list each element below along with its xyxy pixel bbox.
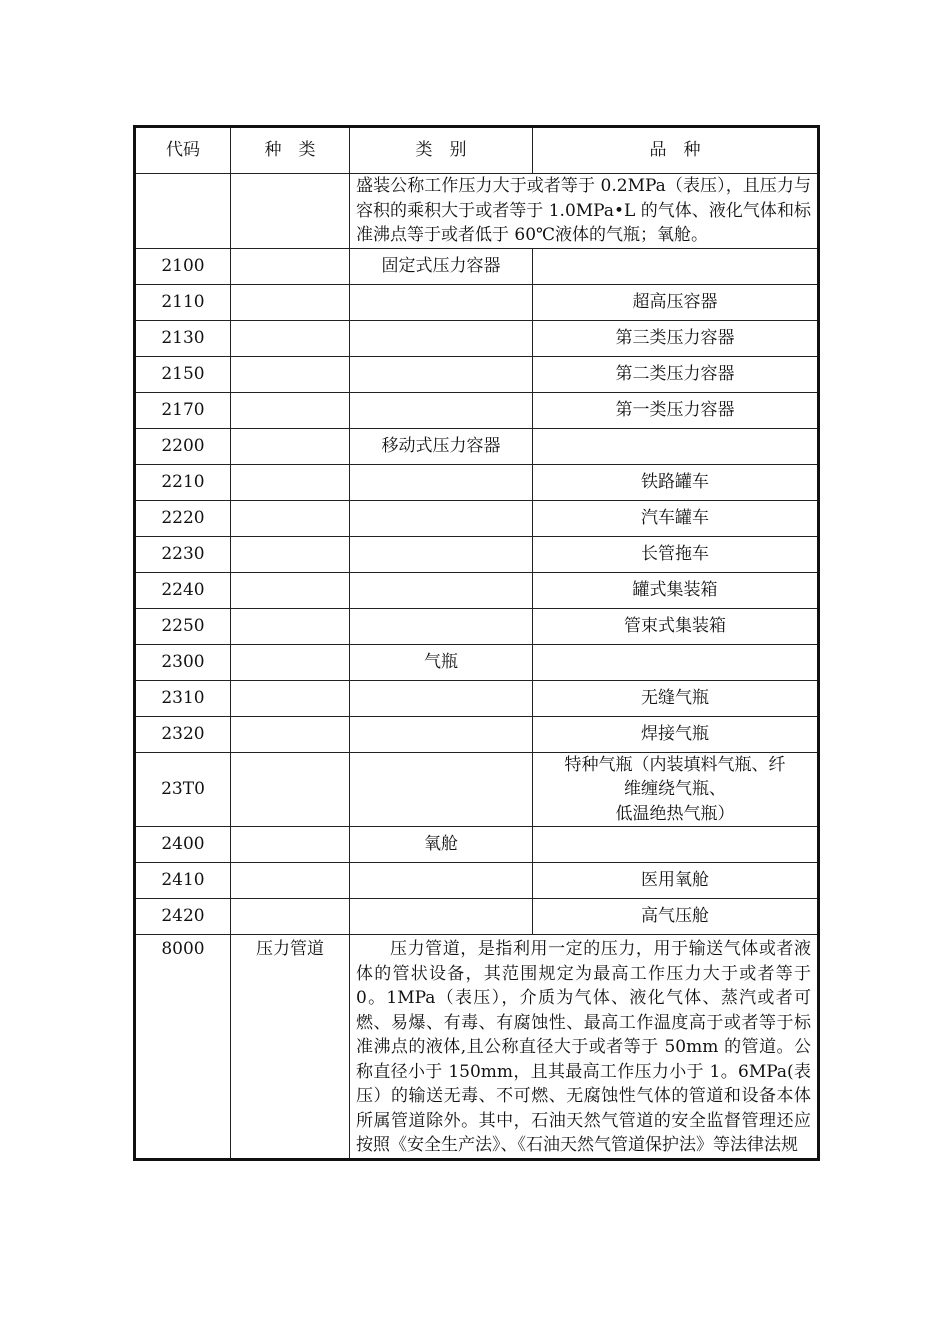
- row-category: [350, 536, 533, 572]
- row-code: 2210: [135, 464, 231, 500]
- table-header-row: [135, 127, 819, 174]
- row-code: 2250: [135, 608, 231, 644]
- table-row: [135, 680, 819, 716]
- row-category: [350, 392, 533, 428]
- row-kind: [231, 863, 350, 899]
- row-category: [350, 464, 533, 500]
- row-kind: [231, 392, 350, 428]
- row-category: [350, 680, 533, 716]
- table-row: [135, 428, 819, 464]
- pipe-kind: 压力管道: [231, 935, 350, 1160]
- row-category: [350, 500, 533, 536]
- row-variety: 管束式集装箱: [533, 608, 819, 644]
- table-row: [135, 536, 819, 572]
- row-kind: [231, 899, 350, 935]
- row-kind: [231, 716, 350, 752]
- row-code: 2310: [135, 680, 231, 716]
- row-category: [350, 752, 533, 827]
- row-kind: [231, 752, 350, 827]
- header-variety: 品 种: [533, 127, 819, 174]
- row-code: 2150: [135, 356, 231, 392]
- row-kind: [231, 428, 350, 464]
- row-variety: 铁路罐车: [533, 464, 819, 500]
- pressure-pipe-row: [135, 935, 819, 1160]
- row-variety: 第一类压力容器: [533, 392, 819, 428]
- continued-kind-cell: [231, 174, 350, 249]
- row-code: 2110: [135, 284, 231, 320]
- header-kind: 种 类: [231, 127, 350, 174]
- row-code: 2100: [135, 248, 231, 284]
- row-variety: 长管拖车: [533, 536, 819, 572]
- row-code: 23T0: [135, 752, 231, 827]
- row-variety: [533, 428, 819, 464]
- row-category: [350, 320, 533, 356]
- variety-line: 维缠绕气瓶、: [624, 779, 726, 799]
- table-row: [135, 572, 819, 608]
- row-kind: [231, 827, 350, 863]
- row-variety: 无缝气瓶: [533, 680, 819, 716]
- row-code: 2170: [135, 392, 231, 428]
- row-category: [350, 863, 533, 899]
- variety-line: 特种气瓶（内装填料气瓶、纤: [564, 754, 786, 775]
- table-row: [135, 644, 819, 680]
- variety-line: 低温绝热气瓶）: [615, 803, 735, 824]
- row-category: [350, 572, 533, 608]
- table-row: [135, 320, 819, 356]
- row-code: 2420: [135, 899, 231, 935]
- row-category: [350, 899, 533, 935]
- row-variety: 医用氧舱: [533, 863, 819, 899]
- table-row: [135, 863, 819, 899]
- row-kind: [231, 572, 350, 608]
- row-category: [350, 284, 533, 320]
- row-kind: [231, 284, 350, 320]
- table-row: [135, 392, 819, 428]
- row-category: [350, 608, 533, 644]
- continued-description: 盛装公称工作压力大于或者等于 0.2MPa（表压），且压力与容积的乘积大于或者等于 1.0MPa•L 的气体、液化气体和标准沸点等于或者低于 60℃液体的气瓶；氧舱。: [350, 174, 819, 249]
- row-variety: 罐式集装箱: [533, 572, 819, 608]
- row-category: 移动式压力容器: [350, 428, 533, 464]
- table-row: [135, 464, 819, 500]
- pipe-code: 8000: [135, 935, 231, 1160]
- row-category: [350, 356, 533, 392]
- row-code: 2400: [135, 827, 231, 863]
- row-kind: [231, 500, 350, 536]
- row-kind: [231, 320, 350, 356]
- pipe-description: 压力管道，是指利用一定的压力，用于输送气体或者液体的管状设备，其范围规定为最高工作压力大于或者等于 0。1MPa（表压），介质为气体、液化气体、蒸汽或者可燃、易爆、有毒、有腐蚀性、最高工作温度高于或者等于标准沸点的液体,且公称直径大于或者等于 50mm 的管道。公称直径小于 150mm，且其最高工作压力小于 1。6MPa(表压）的输送无毒、不可燃、无腐蚀性气体的管道和设备本体所属管道除外。其中，石油天然气管道的安全监督管理还应按照《安全生产法》、《石油天然气管道保护法》等法律法规: [350, 935, 819, 1160]
- row-code: 2240: [135, 572, 231, 608]
- row-code: 2130: [135, 320, 231, 356]
- table-row: [135, 284, 819, 320]
- row-category: 氧舱: [350, 827, 533, 863]
- table-row: [135, 716, 819, 752]
- table-row: [135, 899, 819, 935]
- row-kind: [231, 680, 350, 716]
- row-code: 2410: [135, 863, 231, 899]
- table-row: [135, 248, 819, 284]
- row-code: 2230: [135, 536, 231, 572]
- continued-row: [135, 174, 819, 249]
- row-kind: [231, 644, 350, 680]
- row-variety: 第二类压力容器: [533, 356, 819, 392]
- continued-code-cell: [135, 174, 231, 249]
- row-kind: [231, 356, 350, 392]
- table-row: [135, 608, 819, 644]
- table-row: [135, 827, 819, 863]
- row-category: [350, 716, 533, 752]
- row-category: 固定式压力容器: [350, 248, 533, 284]
- equipment-code-table: [133, 125, 820, 1161]
- row-variety: 第三类压力容器: [533, 320, 819, 356]
- row-code: 2320: [135, 716, 231, 752]
- row-code: 2200: [135, 428, 231, 464]
- row-code: 2300: [135, 644, 231, 680]
- row-kind: [231, 464, 350, 500]
- row-category: 气瓶: [350, 644, 533, 680]
- header-code: 代码: [135, 127, 231, 174]
- row-code: 2220: [135, 500, 231, 536]
- row-variety: [533, 827, 819, 863]
- row-variety: 焊接气瓶: [533, 716, 819, 752]
- row-variety: [533, 644, 819, 680]
- row-variety: [533, 752, 819, 827]
- table-row: [135, 752, 819, 827]
- row-kind: [231, 536, 350, 572]
- row-variety: 超高压容器: [533, 284, 819, 320]
- header-category: 类 别: [350, 127, 533, 174]
- row-kind: [231, 608, 350, 644]
- row-variety: 高气压舱: [533, 899, 819, 935]
- table-row: [135, 500, 819, 536]
- row-variety: 汽车罐车: [533, 500, 819, 536]
- row-variety: [533, 248, 819, 284]
- row-kind: [231, 248, 350, 284]
- table-row: [135, 356, 819, 392]
